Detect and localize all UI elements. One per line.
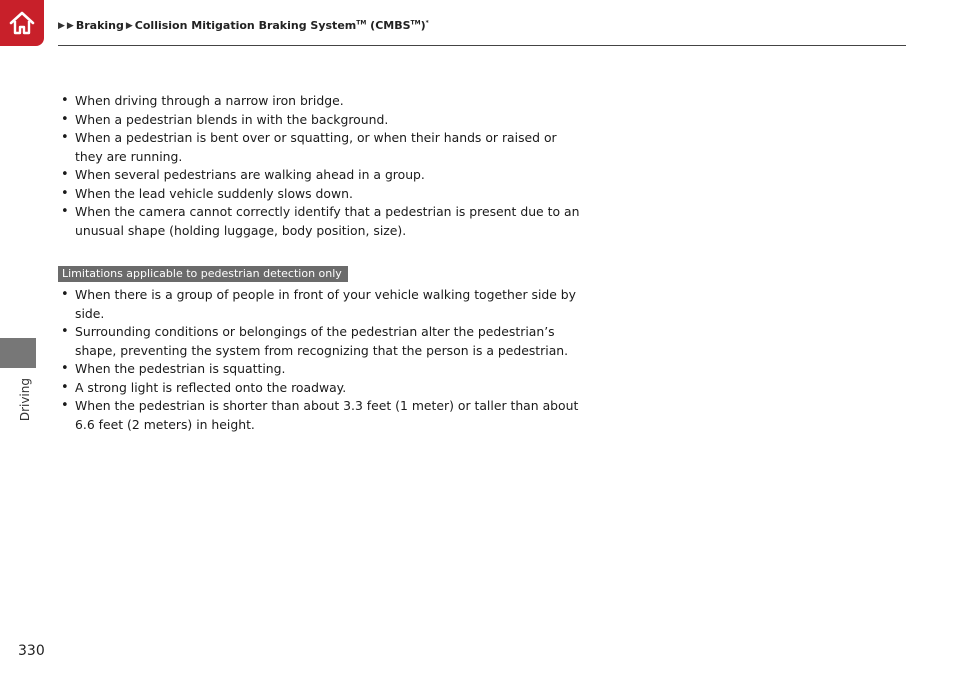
home-icon	[7, 8, 37, 38]
list-item: • When several pedestrians are walking ahead in a group.	[60, 166, 580, 185]
list-item: • A strong light is reflected onto the roadway.	[60, 379, 580, 398]
pedestrian-limitations-list	[60, 286, 580, 434]
triangle-right-icon: ▶	[125, 20, 133, 31]
section-label: Driving	[18, 378, 32, 422]
list-item: • When there is a group of people in front of your vehicle walking together side by side.	[60, 286, 580, 323]
list-item: • When the camera cannot correctly identify that a pedestrian is present due to an unusual shape (holding luggage, body position, size).	[60, 203, 580, 240]
list-item: • When a pedestrian is bent over or squatting, or when their hands or raised or they are running.	[60, 129, 580, 166]
page-number: 330	[18, 643, 45, 659]
breadcrumb-cmbs[interactable]: Collision Mitigation Braking System™ (CMBS™)*	[134, 19, 429, 32]
section-heading: Limitations applicable to pedestrian detection only	[58, 266, 348, 282]
breadcrumb-braking[interactable]: Braking	[75, 19, 124, 32]
header-divider	[58, 45, 906, 46]
home-button[interactable]	[0, 0, 44, 46]
list-item: • When the lead vehicle suddenly slows down.	[60, 185, 580, 204]
list-item: • When a pedestrian blends in with the background.	[60, 111, 580, 130]
list-item: • Surrounding conditions or belongings of the pedestrian alter the pedestrian’s shape, preventing the system from recognizing that the person is a pedestrian.	[60, 323, 580, 360]
section-tab-marker	[0, 338, 36, 368]
breadcrumb	[58, 19, 429, 32]
triangle-right-icon: ▶	[58, 20, 65, 31]
list-item: • When the pedestrian is squatting.	[60, 360, 580, 379]
list-item: • When the pedestrian is shorter than about 3.3 feet (1 meter) or taller than about 6.6 feet (2 meters) in height.	[60, 397, 580, 434]
list-item: • When driving through a narrow iron bridge.	[60, 92, 580, 111]
conditions-list	[60, 92, 580, 240]
page-content	[60, 92, 580, 434]
triangle-right-icon: ▶	[66, 20, 74, 31]
